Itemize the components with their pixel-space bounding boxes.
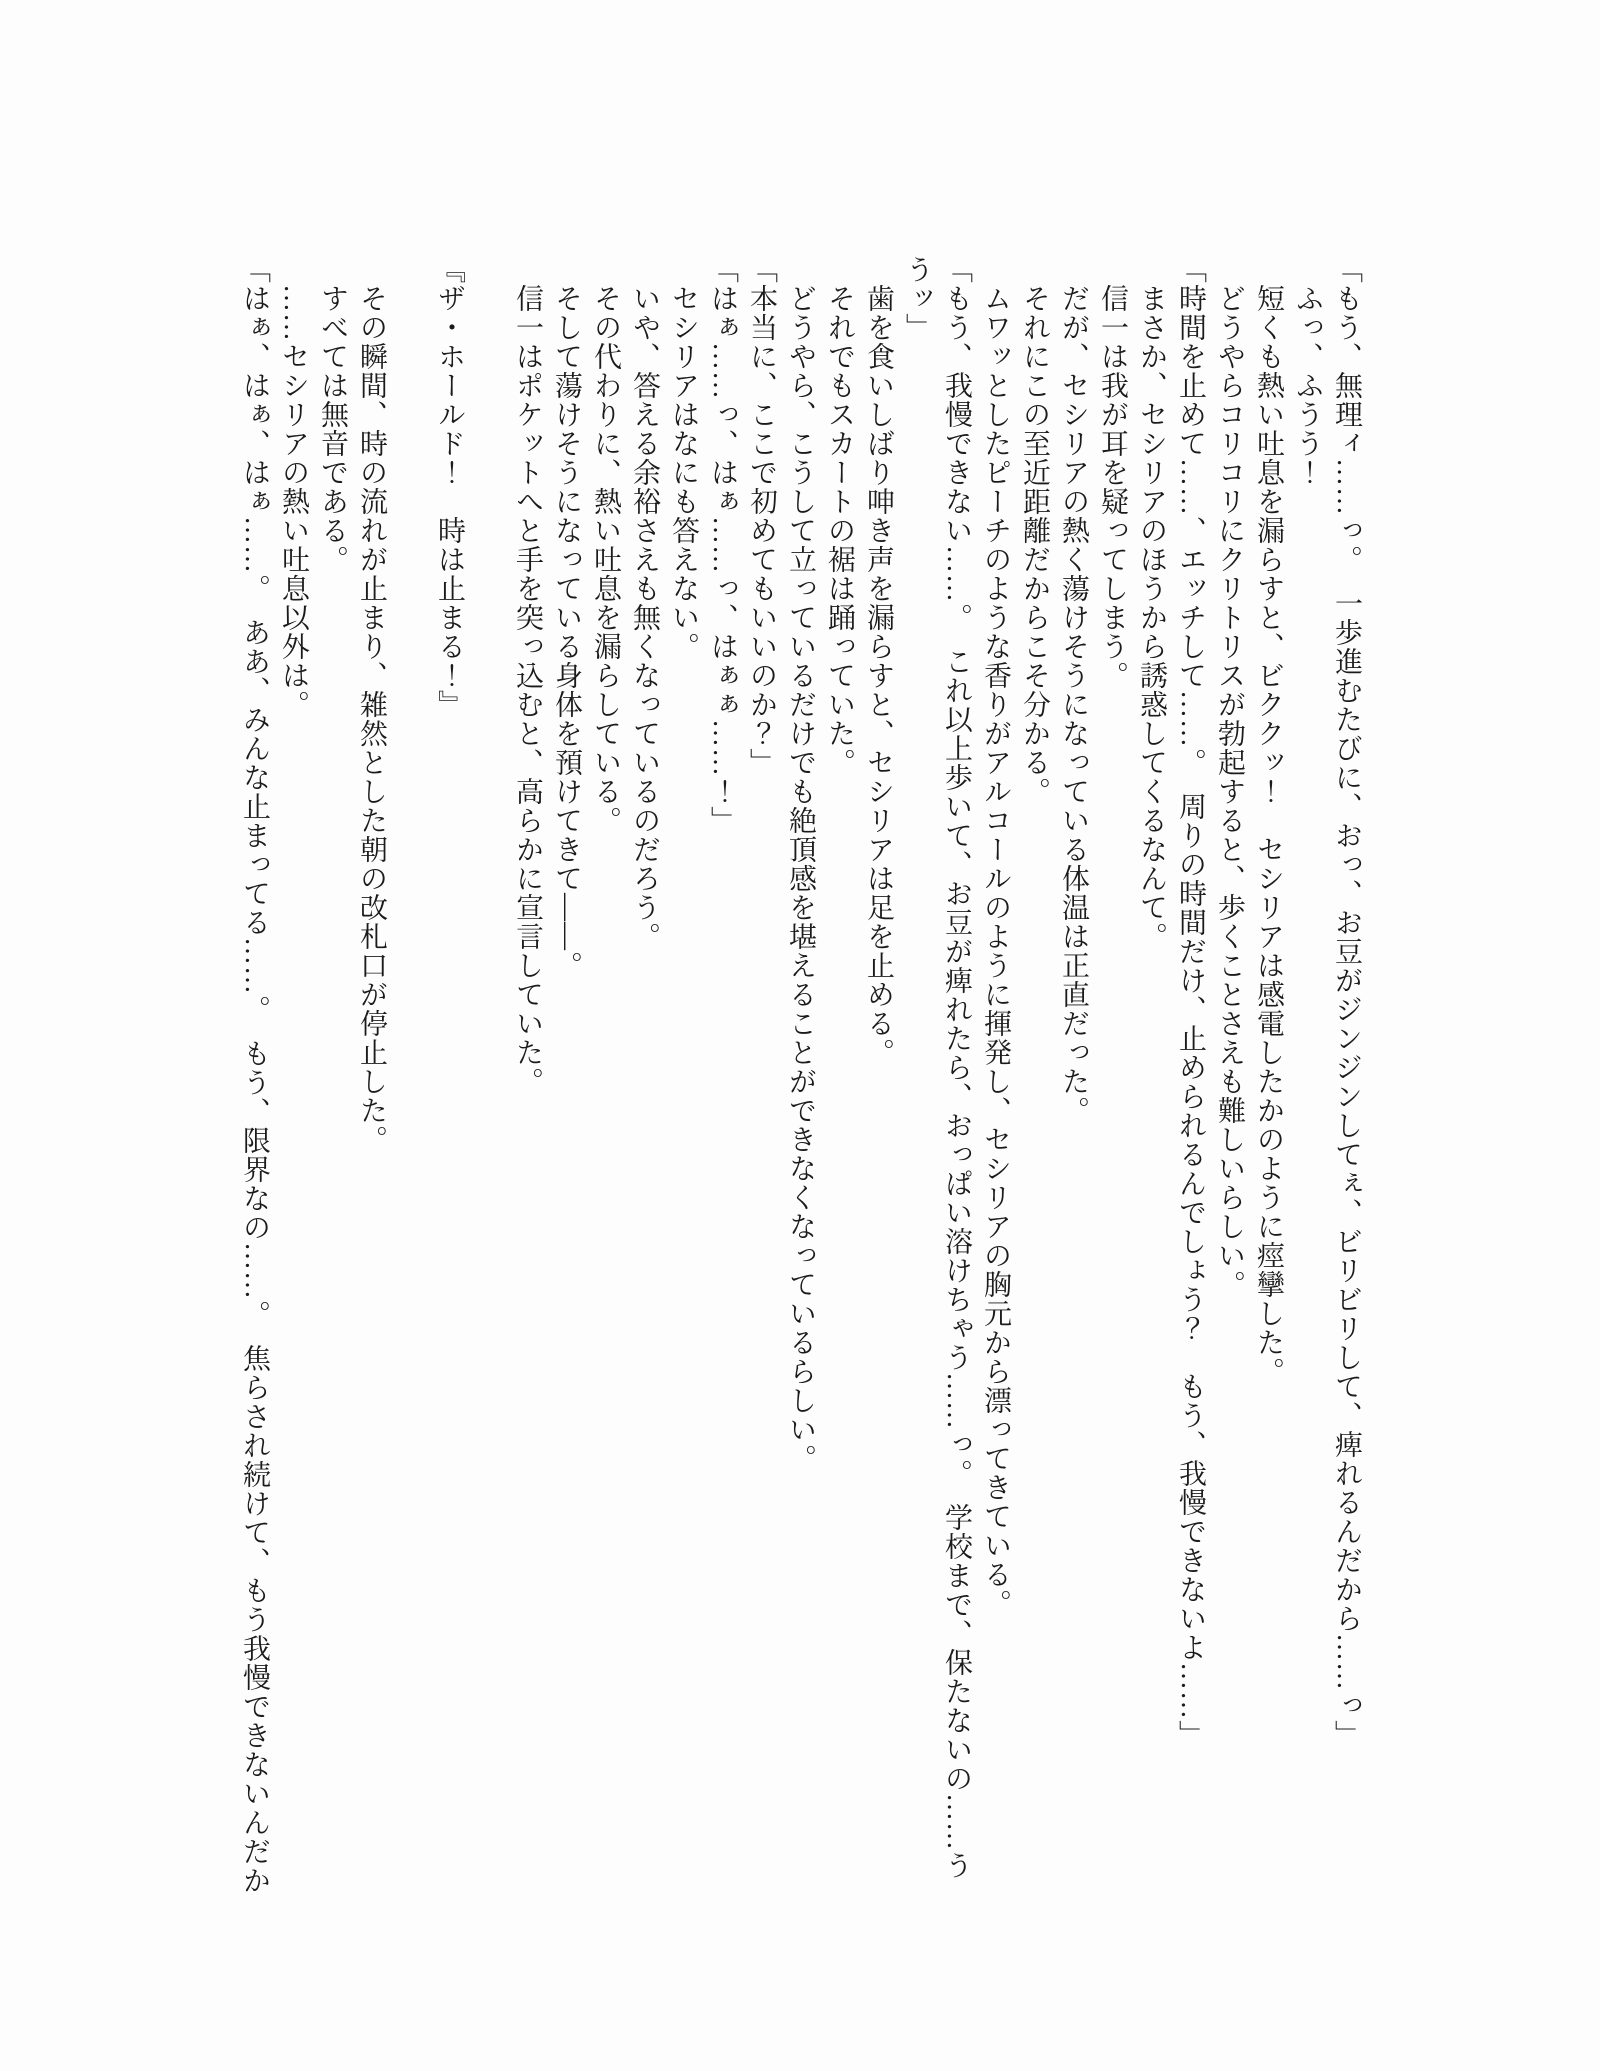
text-column: 「もう、無理ィ……っ。 一歩進むたびに、おっ、お豆がジンジンしてぇ、ビリビリして、痺れるんだから……っ」 — [1331, 255, 1362, 1749]
text-column: 「はぁ、はぁ、はぁ……。 ああ、みんな止まってる……。 もう、限界なの……。 焦らされ続けて、もう我慢できないんだか — [239, 255, 270, 1895]
text-column: 信一はポケットへと手を突っ込むと、高らかに宣言していた。 — [512, 284, 543, 1096]
text-column: ……セシリアの熱い吐息以外は。 — [278, 284, 309, 719]
text-column: だが、セシリアの熱く蕩けそうになっている体温は正直だった。 — [1058, 284, 1089, 1125]
text-column: 「本当に、ここで初めてもいいのか？」 — [746, 255, 777, 777]
text-column: ムワッとしたピーチのような香りがアルコールのように揮発し、セシリアの胸元から漂ってきている。 — [980, 284, 1011, 1618]
text-block — [235, 255, 1366, 1945]
text-column: どうやら、こうして立っているだけでも絶頂感を堪えることができなくなっているらしい。 — [785, 284, 816, 1473]
text-column: その代わりに、熱い吐息を漏らしている。 — [590, 284, 621, 835]
text-column: 信一は我が耳を疑ってしまう。 — [1097, 284, 1128, 690]
text-column: いや、答える余裕さえも無くなっているのだろう。 — [629, 284, 660, 951]
text-column: そして蕩けそうになっている身体を預けてきて――。 — [551, 284, 582, 980]
text-column: その瞬間、時の流れが止まり、雑然とした朝の改札口が停止した。 — [356, 284, 387, 1154]
text-column: 歯を食いしばり呻き声を漏らすと、セシリアは足を止める。 — [863, 284, 894, 1067]
text-column: どうやらコリコリにクリトリスが勃起すると、歩くことさえも難しいらしい。 — [1214, 284, 1245, 1299]
text-column: それにこの至近距離だからこそ分かる。 — [1019, 284, 1050, 806]
text-column: それでもスカートの裾は踊っていた。 — [824, 284, 855, 777]
text-column: 短くも熱い吐息を漏らすと、ビククッ！ セシリアは感電したかのように痙攣した。 — [1253, 284, 1284, 1386]
text-column: まさか、セシリアのほうから誘惑してくるなんて。 — [1136, 284, 1167, 951]
text-column: うッ」 — [902, 255, 933, 342]
text-column: セシリアはなにも答えない。 — [668, 284, 699, 661]
text-column: ふっ、ふうう！ — [1292, 284, 1323, 487]
text-column: 『ザ・ホールド！ 時は止まる！』 — [434, 255, 465, 719]
text-column: 「はぁ……っ、はぁ……っ、はぁぁ……！」 — [707, 255, 738, 835]
text-column: 「時間を止めて……、エッチして……。 周りの時間だけ、止められるんでしょう？ もう、我慢できないよ……」 — [1175, 255, 1206, 1749]
text-column: すべては無音である。 — [317, 284, 348, 574]
text-column: 「もう、我慢できない……。 これ以上歩いて、お豆が痺れたら、おっぱい溶けちゃう……っ。 学校まで、保たないの……う — [941, 255, 972, 1880]
